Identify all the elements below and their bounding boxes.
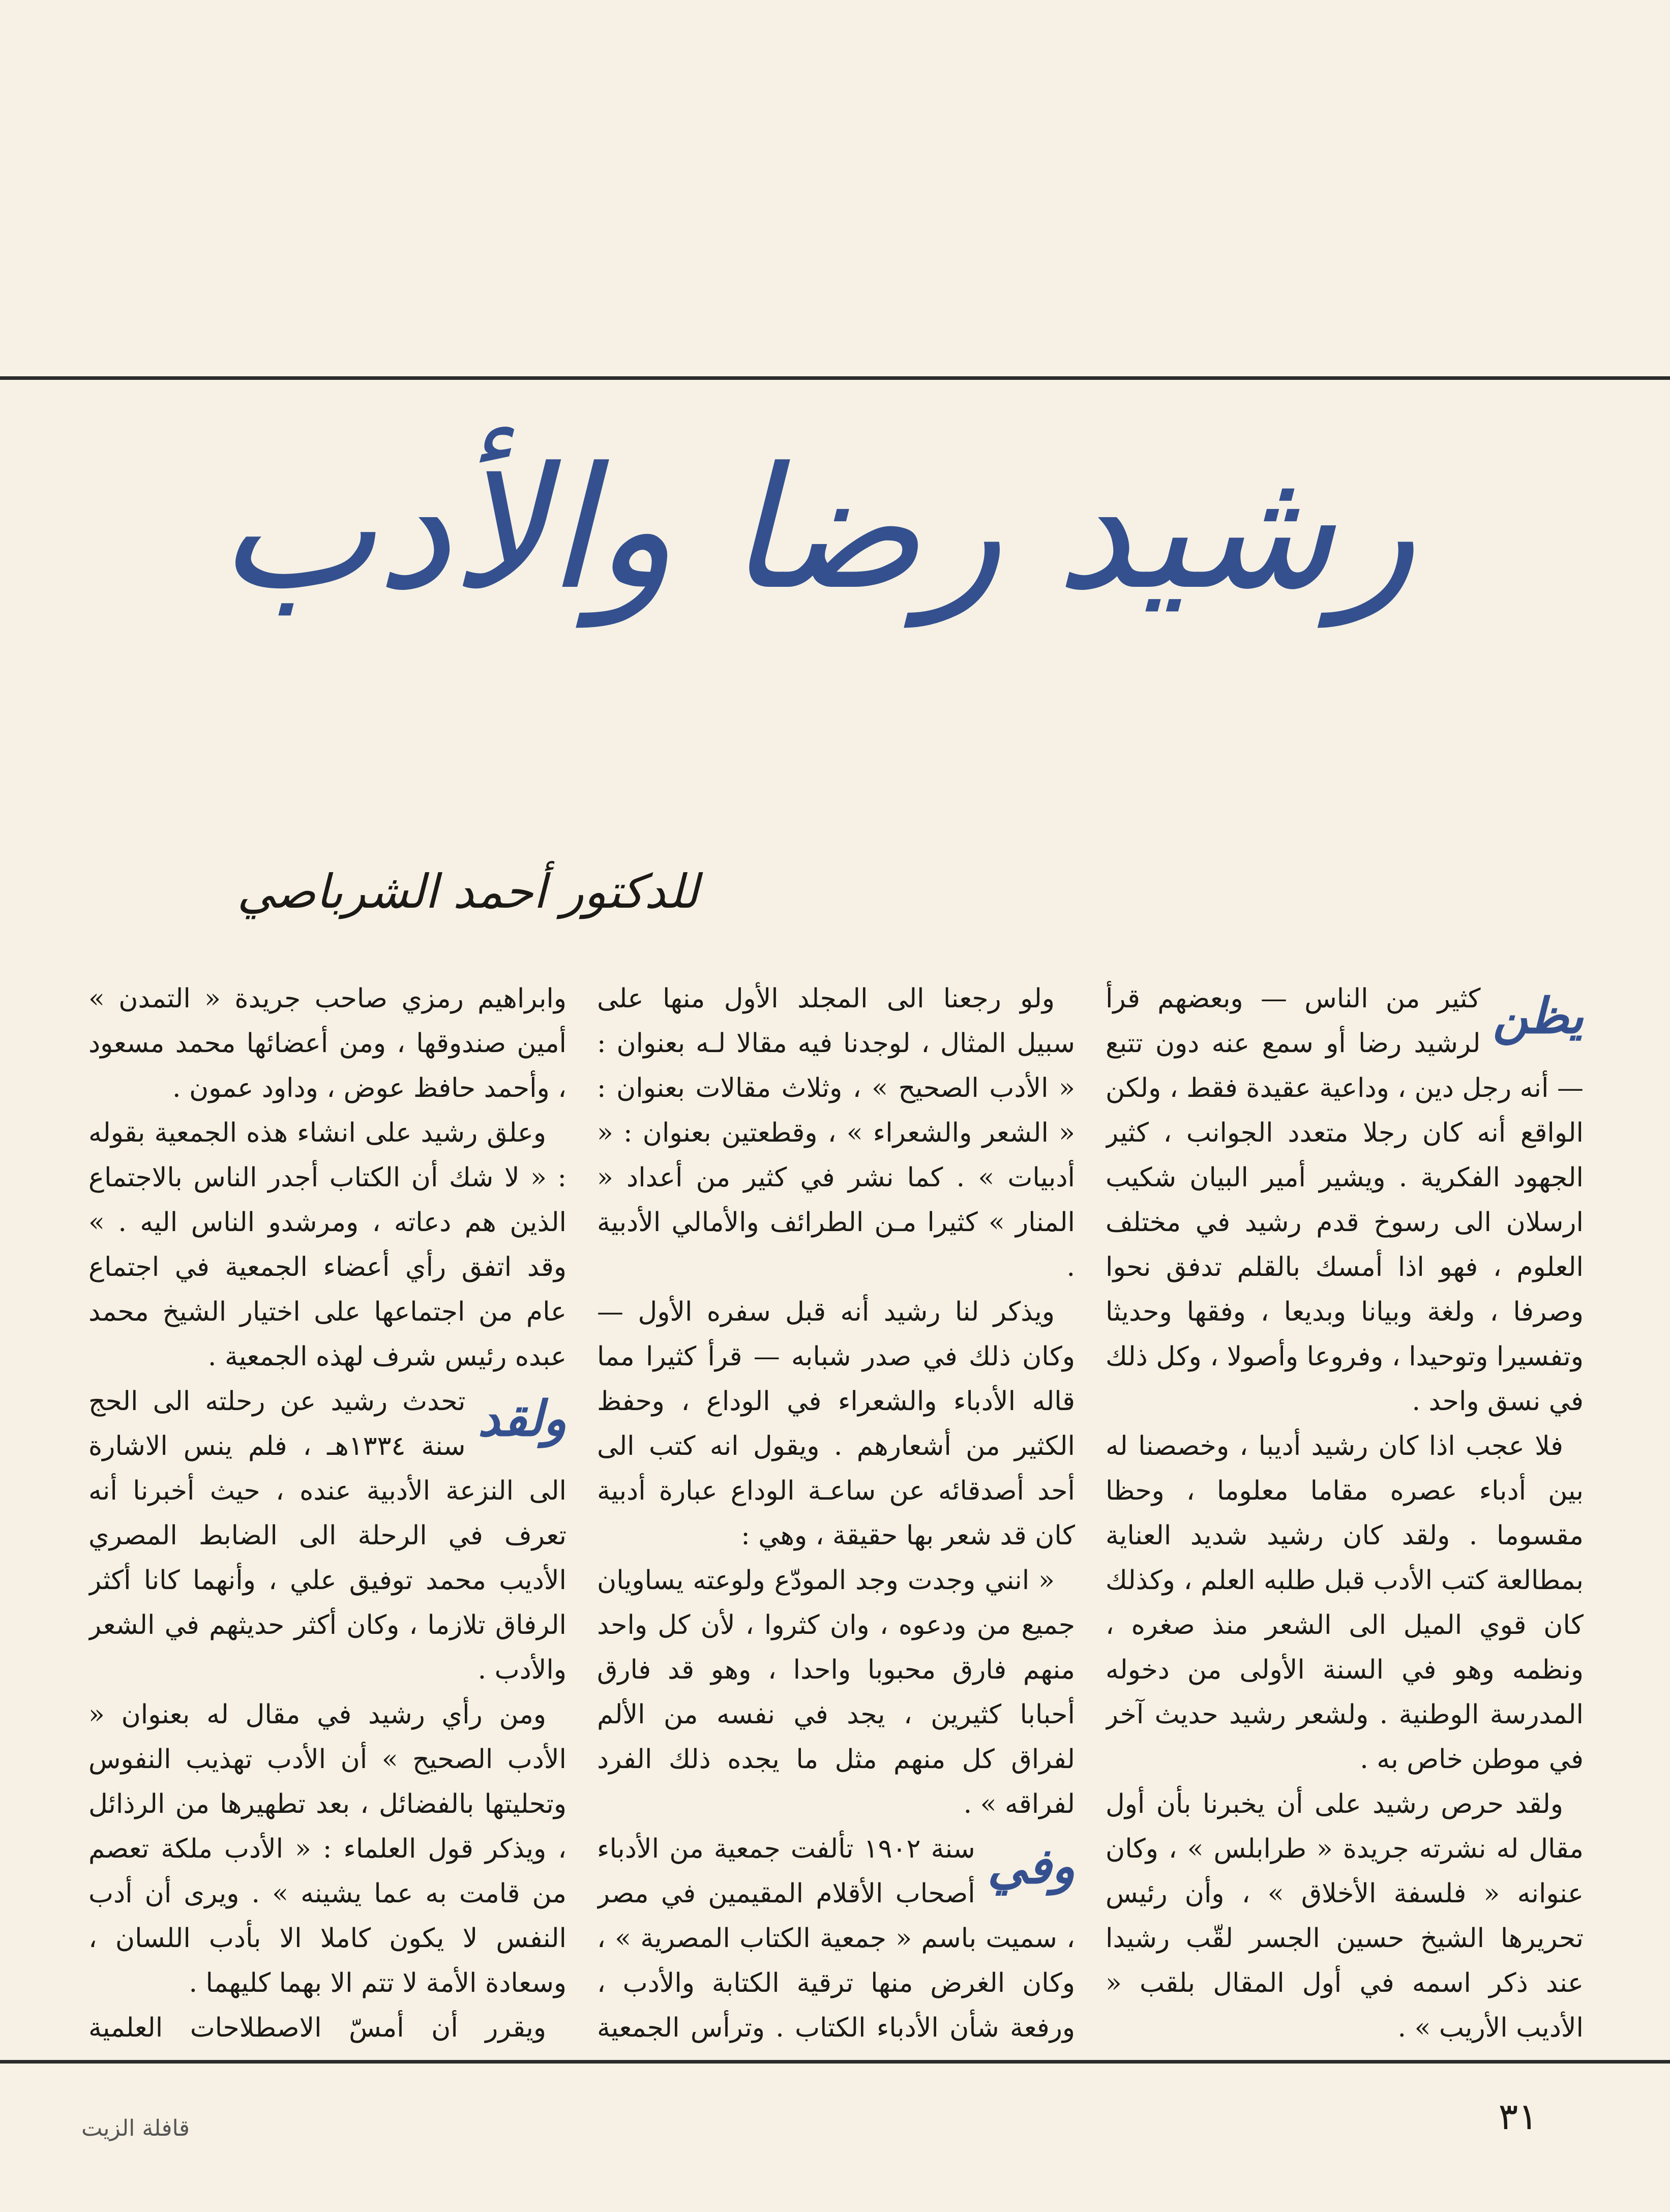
paragraph (1106, 2050, 1584, 2054)
page-number: ٣١ (1498, 2095, 1538, 2138)
column-right (1106, 976, 1584, 2054)
author-byline: للدكتور أحمد الشرباصي (237, 864, 699, 919)
paragraph: فلا عجب اذا كان رشيد أديبا ، وخصصنا له بين أدباء عصره مقاما معلوما ، وحظا مقسوما . ولقد كان رشيد شديد العناية بمطالعة كتب الأدب قبل طلبه العلم ، وكذلك كان قوي الميل الى الشعر منذ صغره ، ونظمه وهو في السنة الأولى من دخوله المدرسة الوطنية . ولشعر رشيد حديث آخر في موطن خاص به . (1106, 1431, 1584, 1775)
column-middle (597, 976, 1075, 2054)
paragraph: تحدث رشيد عن رحلته الى الحج سنة ١٣٣٤هـ ، فلم ينس الاشارة الى النزعة الأدبية عنده ، حيث أخبرنا أنه تعرف في الرحلة الى الضابط المصري الأديب محمد توفيق علي ، وأنهما كانا أكثر الرفاق تلازما ، وكان أكثر حديثهم في الشعر والأدب . (88, 1386, 566, 1685)
paragraph: وابراهيم رمزي صاحب جريدة « التمدن » أمين صندوقها ، ومن أعضائها محمد مسعود ، وأحمد حافظ عوض ، وداود عمون . (88, 983, 566, 1103)
column-left (88, 976, 566, 2054)
paragraph: سنة ١٩٠٢ تألفت جمعية من الأدباء أصحاب الأقلام المقيمين في مصر ، سميت باسم « جمعية الكتاب المصرية » ، وكان الغرض منها ترقية الكتابة والأدب ، ورفعة شأن الأدباء الكتاب . وترأس الجمعية (597, 1834, 1075, 2043)
paragraph: ولو رجعنا الى المجلد الأول منها على سبيل المثال ، لوجدنا فيه مقالا لـه بعنوان : « الأدب الصحيح » ، وثلاث مقالات بعنوان : « الشعر والشعراء » ، وقطعتين بعنوان : « أدبيات » . كما نشر في كثير من أعداد « المنار » كثيرا مـن الطرائف والأمالي الأدبية . (597, 983, 1075, 1282)
paragraph: كثير من الناس — وبعضهم قرأ لرشيد رضا أو سمع عنه دون تتبع — أنه رجل دين ، وداعية عقيدة فقط ، ولكن الواقع أنه كان رجلا متعدد الجوانب ، كثير الجهود الفكرية . ويشير أمير البيان شكيب ارسلان الى رسوخ قدم رشيد في مختلف العلوم ، فهو اذا أمسك بالقلم تدفق نحوا وصرفا ، ولغة وبيانا وبديعا ، وفقها وحديثا وتفسيرا وتوحيدا ، وفروعا وأصولا ، وكل ذلك في نسق واحد . (1106, 983, 1584, 1417)
article-title: رشيد رضا والأدب (218, 431, 1416, 626)
paragraph: وعلق رشيد على انشاء هذه الجمعية بقوله : « لا شك أن الكتاب أجدر الناس بالاجتماع الذين هم دعاته ، ومرشدو الناس اليه . » وقد اتفق رأي أعضاء الجمعية في اجتماع عام من اجتماعها على اختيار الشيخ محمد عبده رئيس شرف لهذه الجمعية . (88, 1118, 566, 1372)
magazine-name: قافلة الزيت (81, 2115, 190, 2141)
paragraph: ومن رأي رشيد في مقال له بعنوان « الأدب الصحيح » أن الأدب تهذيب النفوس وتحليتها بالفضائل ، بعد تطهيرها من الرذائل ، ويذكر قول العلماء : « الأدب ملكة تعصم من قامت به عما يشينه » . ويرى أن أدب النفس لا يكون كاملا الا بأدب اللسان ، وسعادة الأمة لا تتم الا بهما كليهما . (88, 1699, 566, 1998)
lead-word: يظن (1493, 987, 1584, 1044)
lead-word: وفي (987, 1837, 1075, 1895)
lead-word: ولقد (478, 1390, 566, 1447)
paragraph: ولقد حرص رشيد على أن يخبرنا بأن أول مقال له نشرته جريدة « طرابلس » ، وكان عنوانه « فلسفة الأخلاق » ، وأن رئيس تحريرها الشيخ حسين الجسر لقّب رشيدا عند ذكر اسمه في أول المقال بلقب « الأديب الأريب » . (1106, 1789, 1584, 2043)
paragraph: ويذكر لنا رشيد أنه قبل سفره الأول — وكان ذلك في صدر شبابه — قرأ كثيرا مما قاله الأدباء والشعراء في الوداع ، وحفظ الكثير من أشعارهم . ويقول انه كتب الى أحد أصدقائه عن ساعـة الوداع عبارة أدبية كان قد شعر بها حقيقة ، وهي : (597, 1297, 1075, 1551)
paragraph: « انني وجدت وجد المودّع ولوعته يساويان جميع من ودعوه ، وان كثروا ، لأن كل واحد منهم فارق محبوبا واحدا ، وهو قد فارق أحبابا كثيرين ، يجد في نفسه من الألم لفراق كل منهم مثل ما يجده ذلك الفرد لفراقه » . (597, 1565, 1075, 1819)
top-rule (0, 376, 1670, 380)
bottom-rule (0, 2060, 1670, 2064)
paragraph: ويقرر أن أمسّ الاصطلاحات العلمية (88, 2013, 546, 2043)
